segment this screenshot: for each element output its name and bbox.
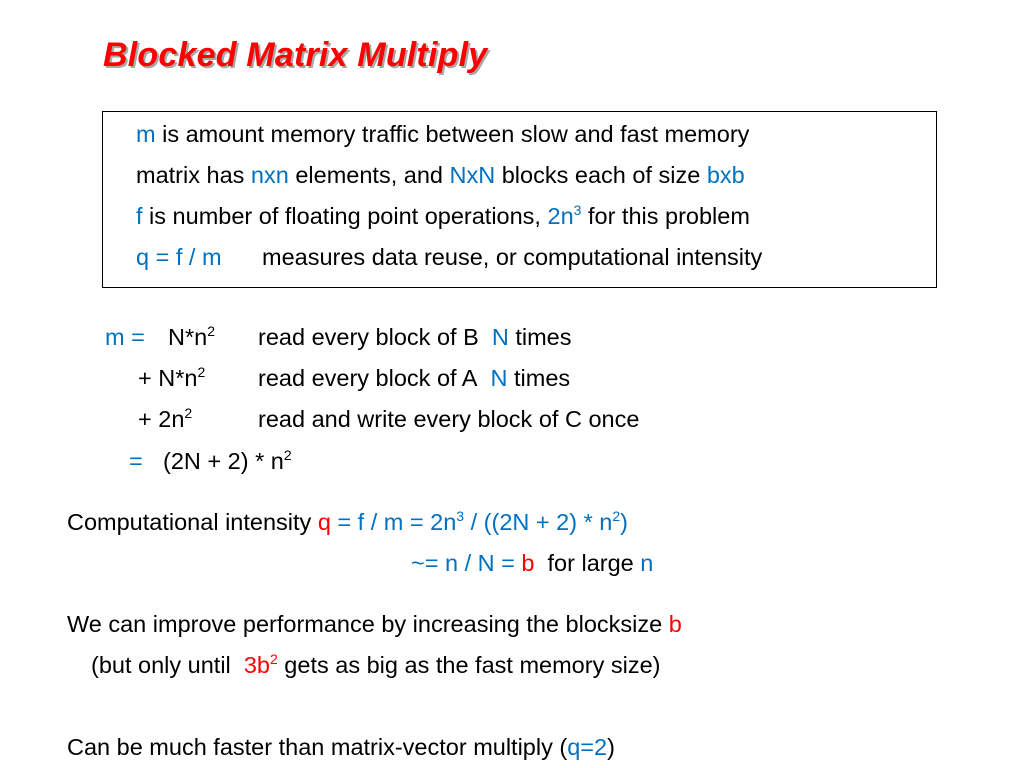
var-n: n xyxy=(640,550,654,576)
expr-base: 2n xyxy=(547,203,574,229)
text-segment: ~= n / N = xyxy=(411,550,522,576)
text-segment: Computational intensity xyxy=(67,509,318,535)
q-equals-2: q=2 xyxy=(567,734,608,760)
term-2n2 xyxy=(138,405,192,433)
var-q: q xyxy=(317,509,331,535)
desc-read-write-c: read and write every block of C once xyxy=(258,406,640,432)
desc-read-b xyxy=(258,323,571,351)
definition-f xyxy=(136,202,750,230)
text-segment: matrix has xyxy=(136,162,251,188)
text-segment: elements, and xyxy=(288,162,450,188)
desc-read-a xyxy=(258,364,570,392)
text-segment: ) xyxy=(620,509,628,535)
exponent: 2 xyxy=(197,364,206,380)
improve-line xyxy=(67,610,682,638)
text-segment: ) xyxy=(607,734,615,760)
definition-m xyxy=(136,120,749,148)
text-segment: for large xyxy=(534,550,641,576)
exponent: 3 xyxy=(456,508,465,524)
text-segment: / ((2N + 2) * n xyxy=(464,509,613,535)
var-b: b xyxy=(521,550,535,576)
expr-2n3 xyxy=(548,203,582,229)
text-segment: Can be much faster than matrix-vector multiply ( xyxy=(67,734,568,760)
slide-title: Blocked Matrix Multiply xyxy=(103,36,488,74)
text-segment: = f / m = 2n xyxy=(330,509,457,535)
exponent: 2 xyxy=(184,405,193,421)
term-base: + 2n xyxy=(138,406,185,432)
total-m xyxy=(163,447,292,475)
m-equals: m = xyxy=(105,324,145,350)
text-segment: gets as big as the fast memory size) xyxy=(277,652,661,678)
intensity-expression xyxy=(331,509,628,535)
text-segment: for this problem xyxy=(581,203,750,229)
text-segment: read every block of A xyxy=(258,365,478,391)
expr-q: q = f / m xyxy=(136,244,222,270)
exponent: 2 xyxy=(612,508,621,524)
var-NxN: NxN xyxy=(449,162,496,188)
term-base: N*n xyxy=(168,324,208,350)
var-b: b xyxy=(668,611,682,637)
term-base: (2N + 2) * n xyxy=(163,448,284,474)
var-nxn: nxn xyxy=(250,162,289,188)
term-base: + N*n xyxy=(138,365,198,391)
text-segment: is number of floating point operations, xyxy=(142,203,548,229)
var-bxb: bxb xyxy=(706,162,745,188)
var-N: N xyxy=(491,324,509,350)
var-f: f xyxy=(136,203,143,229)
exponent: 2 xyxy=(207,323,215,339)
term-N-n2-b xyxy=(168,323,215,351)
exponent: 3 xyxy=(573,202,582,218)
text-segment: read every block of B xyxy=(258,324,479,350)
var-N: N xyxy=(490,365,508,391)
definition-m-text: is amount memory traffic between slow and fast memory xyxy=(155,121,750,147)
exponent: 2 xyxy=(269,651,278,667)
text-segment: times xyxy=(508,324,572,350)
expr-3b2 xyxy=(244,652,278,678)
text-segment: blocks each of size xyxy=(495,162,707,188)
exponent: 2 xyxy=(283,447,292,463)
text-segment: times xyxy=(507,365,571,391)
text-segment: We can improve performance by increasing the blocksize xyxy=(67,611,669,637)
term-N-n2-a xyxy=(138,364,205,392)
improve-limit xyxy=(91,651,660,679)
faster-line xyxy=(67,733,615,761)
definition-matrix xyxy=(136,161,745,189)
intensity-approx xyxy=(411,549,653,577)
var-m: m xyxy=(136,121,156,147)
definition-q-text: measures data reuse, or computational intensity xyxy=(262,244,763,270)
computational-intensity xyxy=(67,508,628,536)
equals-sign: = xyxy=(129,448,143,474)
text-segment: (but only until xyxy=(91,652,244,678)
expr-base: 3b xyxy=(243,652,270,678)
